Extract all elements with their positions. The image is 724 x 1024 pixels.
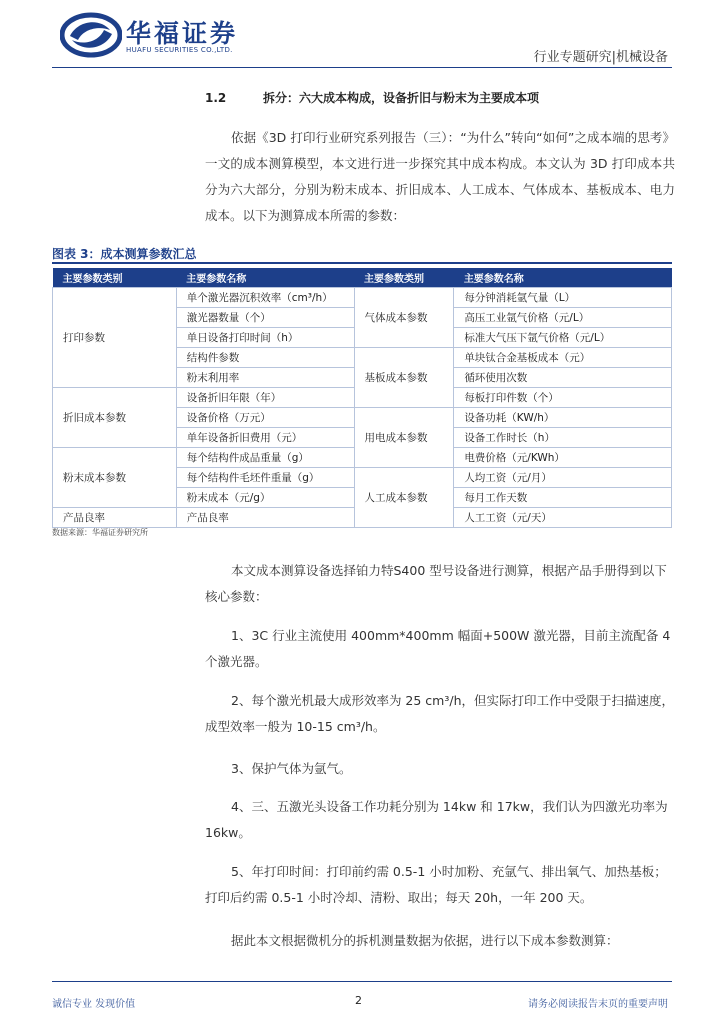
category-yield: 产品良率 [53,508,177,528]
param-name: 电费价格（元/KWh） [454,448,672,468]
figure-title: 图表 3：成本测算参数汇总 [52,247,197,261]
report-type: 行业专题研究|机械设备 [533,50,668,65]
header-divider [52,67,672,68]
footer-slogan: 诚信专业 发现价值 [52,999,136,1010]
figure-rule [52,262,672,264]
section-title: 拆分：六大成本构成，设备折旧与粉末为主要成本项 [263,91,540,105]
param-name: 每个结构件毛坯件重量（g） [176,468,354,488]
param-name: 产品良率 [176,508,354,528]
page-number: 2 [355,994,362,1007]
huafu-logo-icon [60,12,122,58]
param-name: 粉末利用率 [176,368,354,388]
table-row [53,288,672,308]
param-name: 设备工作时长（h） [454,428,672,448]
category-print: 打印参数 [53,288,177,388]
param-name: 循环使用次数 [454,368,672,388]
intro-paragraph: 依据《3D 打印行业研究系列报告（三）：“为什么”转向“如何”之成本端的思考》一文的成本测算模型，本文进行进一步探究其中成本构成。本文认为 3D 打印成本共分为六大部分，分别为粉末成本、折旧成本、人工成本、气体成本、基板成本、电力成本。以下为测算成本所需的参数： [205,130,675,223]
category-power: 用电成本参数 [354,408,454,468]
param-name: 每分钟消耗氩气量（L） [454,288,672,308]
param-name: 每板打印件数（个） [454,388,672,408]
category-gas: 气体成本参数 [354,288,454,348]
param-name: 粉末成本（元/g） [176,488,354,508]
param-name: 激光器数量（个） [176,308,354,328]
logo-english-name: HUAFU SECURITIES CO.,LTD. [126,46,233,54]
category-labor: 人工成本参数 [354,468,454,528]
section-number: 1.2 [205,91,227,105]
param-name: 结构件参数 [176,348,354,368]
body-paragraph-2: 1、3C 行业主流使用 400mm*400mm 幅面+500W 激光器，目前主流配备 4 个激光器。 [205,628,671,669]
body-paragraph-6: 5、年打印时间：打印前约需 0.5-1 小时加粉、充氩气、排出氧气、加热基板；打印后约需 0.5-1 小时冷却、清粉、取出；每天 20h，一年 200 天。 [205,864,667,905]
body-paragraph-4: 3、保护气体为氩气。 [231,761,352,776]
footer-disclaimer: 请务必阅读报告末页的重要声明 [528,999,668,1010]
category-substrate: 基板成本参数 [354,348,454,408]
category-powder: 粉末成本参数 [53,448,177,508]
param-name: 单块钛合金基板成本（元） [454,348,672,368]
section-heading [205,89,539,106]
param-name: 单个激光器沉积效率（cm³/h） [176,288,354,308]
body-paragraph-1: 本文成本测算设备选择铂力特S400 型号设备进行测算，根据产品手册得到以下核心参数： [205,563,667,604]
page-header [0,0,724,70]
body-paragraph-3: 2、每个激光机最大成形效率为 25 cm³/h，但实际打印工作中受限于扫描速度，成型效率一般为 10-15 cm³/h。 [205,693,675,734]
param-name: 设备功耗（KW/h） [454,408,672,428]
param-name: 设备价格（万元） [176,408,354,428]
param-name: 高压工业氩气价格（元/L） [454,308,672,328]
footer-divider [52,981,672,982]
param-name: 每月工作天数 [454,488,672,508]
figure-source: 数据来源：华福证券研究所 [52,528,148,537]
table-header-row [53,268,672,288]
param-name: 设备折旧年限（年） [176,388,354,408]
table-header: 主要参数类别 [53,268,177,288]
cost-parameter-table [52,268,672,528]
param-name: 人均工资（元/月） [454,468,672,488]
category-depreciation: 折旧成本参数 [53,388,177,448]
param-name: 每个结构件成品重量（g） [176,448,354,468]
param-name: 单年设备折旧费用（元） [176,428,354,448]
param-name: 单日设备打印时间（h） [176,328,354,348]
logo-chinese-name: 华福证券 [126,19,239,48]
body-paragraph-7: 据此本文根据微机分的拆机测量数据为依据，进行以下成本参数测算： [231,933,619,948]
param-name: 人工工资（元/天） [454,508,672,528]
param-name: 标准大气压下氩气价格（元/L） [454,328,672,348]
body-paragraph-5: 4、三、五激光头设备工作功耗分别为 14kw 和 17kw，我们认为四激光功率为 16kw。 [205,799,668,840]
table-header: 主要参数类别 [354,268,454,288]
table-header: 主要参数名称 [454,268,672,288]
table-header: 主要参数名称 [176,268,354,288]
